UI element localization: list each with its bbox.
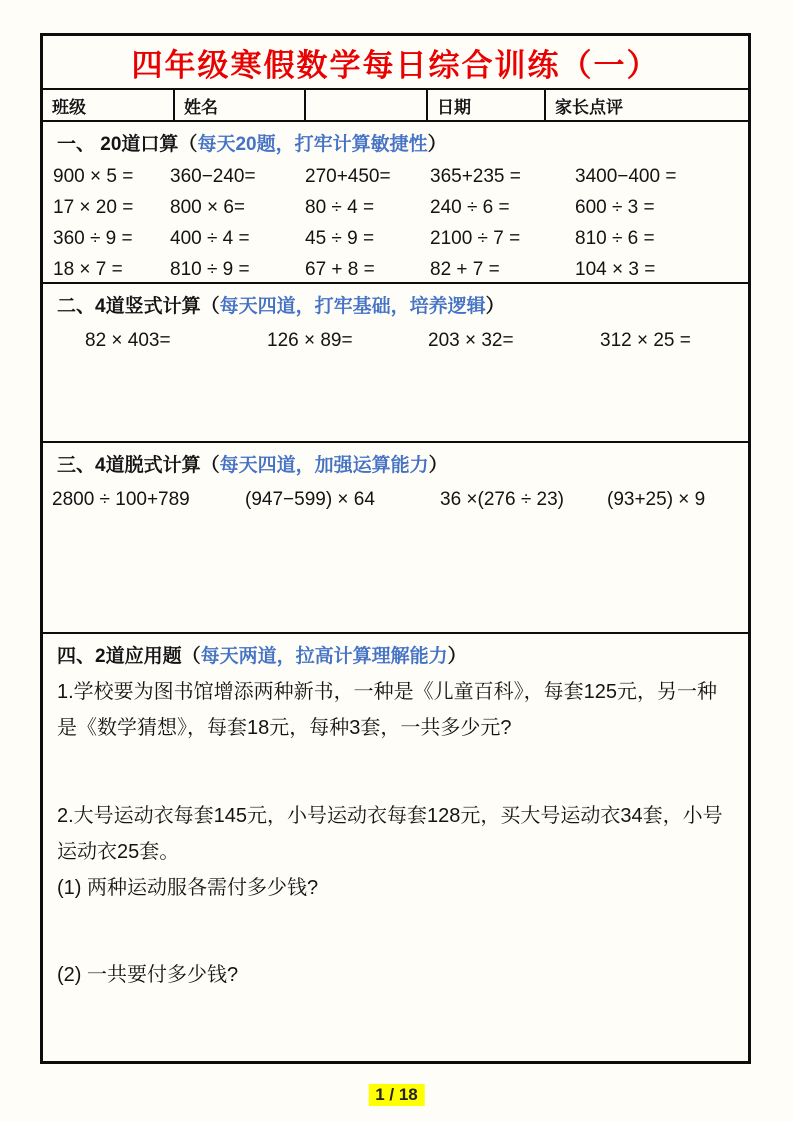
info-cell-parent-comment: 家长点评 <box>555 97 623 117</box>
oral-problems-grid <box>43 161 748 285</box>
stepwise-problem: 36 ×(276 ÷ 23) <box>440 489 564 510</box>
paren-open: （ <box>178 134 198 155</box>
stepwise-problems-row <box>43 489 748 511</box>
oral-problem: 240 ÷ 6 = <box>430 196 510 218</box>
paren-close: ） <box>485 296 505 317</box>
section-stepwise-calculation <box>43 443 748 634</box>
section-4-heading <box>43 634 748 671</box>
title-row <box>43 36 748 90</box>
info-cell-name: 姓名 <box>175 90 306 120</box>
info-cell-class: 班级 <box>43 90 175 120</box>
word-problem-2-question-1: (1) 两种运动服各需付多少钱? <box>57 877 319 899</box>
oral-problem: 270+450= <box>305 165 391 187</box>
info-cell-date: 日期 <box>428 90 546 120</box>
section-1-heading <box>43 122 748 159</box>
section-oral-calculation <box>43 122 748 284</box>
student-info-row <box>43 90 748 122</box>
section-2-note: 每天四道，打牢基础，培养逻辑 <box>219 296 486 317</box>
oral-row <box>53 161 748 192</box>
oral-row <box>53 254 748 285</box>
word-problem-2: 2.大号运动衣每套145元，小号运动衣每套128元，买大号运动衣34套，小号运动衣25套。 <box>57 805 723 863</box>
oral-problem: 810 ÷ 9 = <box>170 258 250 280</box>
paren-open: （ <box>200 455 220 476</box>
column-problem: 312 × 25 = <box>600 330 691 351</box>
oral-problem: 45 ÷ 9 = <box>305 227 375 249</box>
stepwise-problem: (93+25) × 9 <box>607 489 706 510</box>
column-problem: 82 × 403= <box>85 330 171 351</box>
paren-close: ） <box>428 455 448 476</box>
section-2-heading <box>43 284 748 321</box>
oral-problem: 800 × 6= <box>170 196 246 218</box>
oral-problem: 360 ÷ 9 = <box>53 227 133 249</box>
oral-problem: 17 × 20 = <box>53 196 134 218</box>
section-3-heading <box>43 443 748 480</box>
paren-close: ） <box>447 646 467 667</box>
word-problems <box>43 671 748 993</box>
oral-problem: 80 ÷ 4 = <box>305 196 375 218</box>
paren-open: （ <box>181 646 201 667</box>
worksheet-sheet <box>40 33 751 1064</box>
oral-problem: 900 × 5 = <box>53 165 134 187</box>
section-2-label: 二、4道竖式计算 <box>57 296 201 317</box>
oral-problem: 2100 ÷ 7 = <box>430 227 521 249</box>
page-title: 四年级寒假数学每日综合训练（一） <box>131 47 660 83</box>
section-1-label: 一、 20道口算 <box>57 134 179 155</box>
column-problem: 126 × 89= <box>267 330 353 351</box>
oral-problem: 82 + 7 = <box>430 258 500 280</box>
oral-row <box>53 223 748 254</box>
section-4-label: 四、2道应用题 <box>57 646 182 667</box>
column-problem: 203 × 32= <box>428 330 514 351</box>
oral-problem: 360−240= <box>170 165 256 187</box>
section-3-note: 每天四道，加强运算能力 <box>219 455 429 476</box>
section-word-problems <box>43 634 748 1061</box>
oral-problem: 104 × 3 = <box>575 258 656 280</box>
stepwise-problem: 2800 ÷ 100+789 <box>52 489 190 510</box>
page-number-indicator: 1 / 18 <box>368 1084 425 1106</box>
oral-problem: 400 ÷ 4 = <box>170 227 250 249</box>
oral-problem: 600 ÷ 3 = <box>575 196 655 218</box>
paren-close: ） <box>427 134 447 155</box>
oral-problem: 3400−400 = <box>575 165 677 187</box>
info-cell-blank <box>306 90 428 120</box>
section-3-label: 三、4道脱式计算 <box>57 455 201 476</box>
word-problem-2-question-2: (2) 一共要付多少钱? <box>57 964 239 986</box>
section-4-note: 每天两道，拉高计算理解能力 <box>200 646 448 667</box>
word-problem-1: 1.学校要为图书馆增添两种新书，一种是《儿童百科》，每套125元，另一种是《数学猜想》，每套18元，每种3套，一共多少元? <box>57 681 718 739</box>
oral-problem: 67 + 8 = <box>305 258 375 280</box>
paren-open: （ <box>200 296 220 317</box>
oral-row <box>53 192 748 223</box>
section-column-calculation <box>43 284 748 443</box>
oral-problem: 18 × 7 = <box>53 258 123 280</box>
stepwise-problem: (947−599) × 64 <box>245 489 375 510</box>
oral-problem: 365+235 = <box>430 165 521 187</box>
section-1-note: 每天20题，打牢计算敏捷性 <box>197 134 428 155</box>
column-problems-row <box>43 330 748 352</box>
oral-problem: 810 ÷ 6 = <box>575 227 655 249</box>
